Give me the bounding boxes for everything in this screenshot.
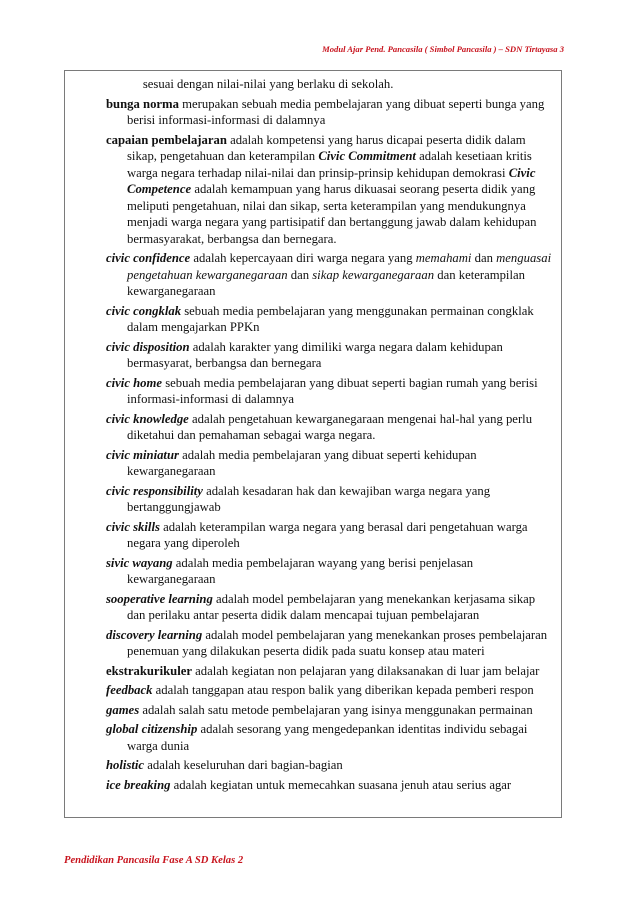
glossary-term: bunga norma	[106, 96, 179, 111]
glossary-emphasis: memahami	[415, 251, 472, 265]
glossary-definition: adalah kesadaran hak dan kewajiban warga negara yang bertanggungjawab	[127, 483, 491, 514]
glossary-definition: merupakan sebuah media pembelajaran yang dibuat seperti bunga yang berisi informasi-informasi di dalamnya	[127, 96, 545, 127]
glossary-term: civic responsibility	[106, 483, 203, 498]
glossary-definition: adalah kompetensi yang harus dicapai peserta didik dalam sikap, pengetahuan dan keterampilan	[127, 132, 526, 163]
glossary-entry-holistic	[106, 757, 552, 774]
glossary-definition: sebuah media pembelajaran yang menggunakan permainan congklak dalam mengajarkan PPKn	[127, 303, 534, 334]
glossary-entry-feedback	[106, 682, 552, 699]
glossary-definition: adalah salah satu metode pembelajaran yang isinya menggunakan permainan	[142, 702, 533, 717]
glossary-term: capaian pembelajaran	[106, 132, 227, 147]
glossary-term: civic skills	[106, 519, 160, 534]
glossary-entry-bunga-norma	[106, 96, 552, 129]
glossary-entry-civic-knowledge	[106, 411, 552, 444]
glossary-entry-ice-breaking	[106, 777, 552, 794]
glossary-definition: adalah kesetiaan kritis warga negara terhadap nilai-nilai dan prinsip-prinsip kehidupan demokrasi	[127, 149, 532, 180]
glossary-definition: adalah kemampuan yang harus dikuasai seorang peserta didik yang meliputi pengetahuan, nilai dan sikap, serta keterampilan yang mendukungnya menjadi warga negara yang partisipatif dan bertanggung jawab dalam kehidupan bermasyarakat, berbangsa dan bernegara.	[127, 182, 537, 246]
glossary-entry-ekstrakurikuler	[106, 663, 552, 680]
glossary-entry-civic-congklak	[106, 303, 552, 336]
glossary-entry-civic-disposition	[106, 339, 552, 372]
glossary-definition: adalah kegiatan untuk memecahkan suasana jenuh atau serius agar	[173, 777, 512, 792]
glossary-definition: dan keterampilan kewarganegaraan	[127, 267, 525, 298]
glossary-term: civic disposition	[106, 339, 190, 354]
glossary-entry-civic-home	[106, 375, 552, 408]
glossary-definition: adalah sesorang yang mengedepankan identitas individu sebagai warga dunia	[127, 722, 528, 753]
glossary-definition: adalah kegiatan non pelajaran yang dilaksanakan di luar jam belajar	[195, 663, 540, 678]
glossary-entry-civic-miniatur	[106, 447, 552, 480]
glossary-definition: adalah pengetahuan kewarganegaraan mengenai hal-hal yang perlu diketahui dan pemahaman sebagai warga negara.	[127, 411, 533, 442]
glossary-term: civic confidence	[106, 251, 191, 265]
glossary-definition: adalah model pembelajaran yang menekankan proses pembelajaran penemuan yang dilakukan peserta didik pada suatu konsep atau materi	[127, 627, 548, 658]
glossary-term: discovery learning	[106, 627, 203, 642]
glossary-definition: adalah tanggapan atau respon balik yang diberikan kepada pemberi respon	[155, 683, 534, 697]
glossary-emphasis: menguasai pengetahuan kewarganegaraan	[127, 251, 552, 282]
glossary-entry-sivic-wayang	[106, 555, 552, 588]
glossary-definition: sebuah media pembelajaran yang dibuat seperti bagian rumah yang berisi informasi-informasi di dalamnya	[127, 375, 538, 406]
glossary-entry-discovery-learning	[106, 627, 552, 660]
glossary-term: ekstrakurikuler	[106, 663, 192, 678]
glossary-definition: dan	[474, 251, 493, 265]
glossary-term: sivic wayang	[106, 555, 173, 570]
glossary-definition: adalah model pembelajaran yang menekankan kerjasama sikap dan perilaku antar peserta didik dalam mencapai tujuan pembelajaran	[127, 591, 536, 622]
glossary-term: ice breaking	[106, 777, 171, 792]
running-footer: Pendidikan Pancasila Fase A SD Kelas 2	[64, 855, 244, 866]
glossary-definition: adalah media pembelajaran wayang yang berisi penjelasan kewarganegaraan	[127, 555, 474, 586]
glossary-term: civic home	[106, 375, 163, 390]
glossary-entry-civic-confidence	[106, 250, 552, 300]
glossary-term: civic congklak	[106, 303, 182, 318]
glossary-term: sooperative learning	[106, 591, 213, 606]
glossary-continuation	[106, 76, 552, 93]
glossary-entry-games	[106, 702, 552, 719]
glossary-definition: dan	[290, 267, 310, 282]
glossary-definition: adalah media pembelajaran yang dibuat seperti kehidupan kewarganegaraan	[127, 447, 477, 478]
glossary-entry-civic-skills	[106, 519, 552, 552]
glossary-entry-capaian-pembelajaran	[106, 132, 552, 248]
glossary-emphasis: sikap kewarganegaraan	[312, 267, 435, 282]
glossary-entry-global-citizenship	[106, 721, 552, 754]
continuation-text: sesuai dengan nilai-nilai yang berlaku di sekolah.	[142, 77, 394, 91]
glossary-entry-sooperative-learning	[106, 591, 552, 624]
glossary-term-civic-commitment: Civic Commitment	[318, 149, 416, 163]
glossary-term: games	[106, 702, 140, 717]
glossary-term-civic-competence: Civic Competence	[127, 165, 536, 196]
running-header: Modul Ajar Pend. Pancasila ( Simbol Pancasila ) – SDN Tirtayasa 3	[322, 44, 564, 54]
glossary-box	[64, 70, 562, 818]
glossary-list	[106, 76, 552, 796]
glossary-definition: adalah kepercayaan diri warga negara yang	[193, 251, 413, 265]
glossary-term: feedback	[106, 683, 153, 697]
glossary-definition: adalah keseluruhan dari bagian-bagian	[147, 758, 343, 772]
glossary-term: civic miniatur	[106, 447, 179, 462]
glossary-term: global citizenship	[106, 722, 198, 736]
glossary-definition: adalah keterampilan warga negara yang berasal dari pengetahuan warga negara yang diperoleh	[127, 519, 528, 550]
glossary-term: holistic	[106, 758, 145, 772]
glossary-definition: adalah karakter yang dimiliki warga negara dalam kehidupan bermasyarat, berbangsa dan bernegara	[127, 339, 503, 370]
glossary-term: civic knowledge	[106, 411, 189, 426]
glossary-entry-civic-responsibility	[106, 483, 552, 516]
